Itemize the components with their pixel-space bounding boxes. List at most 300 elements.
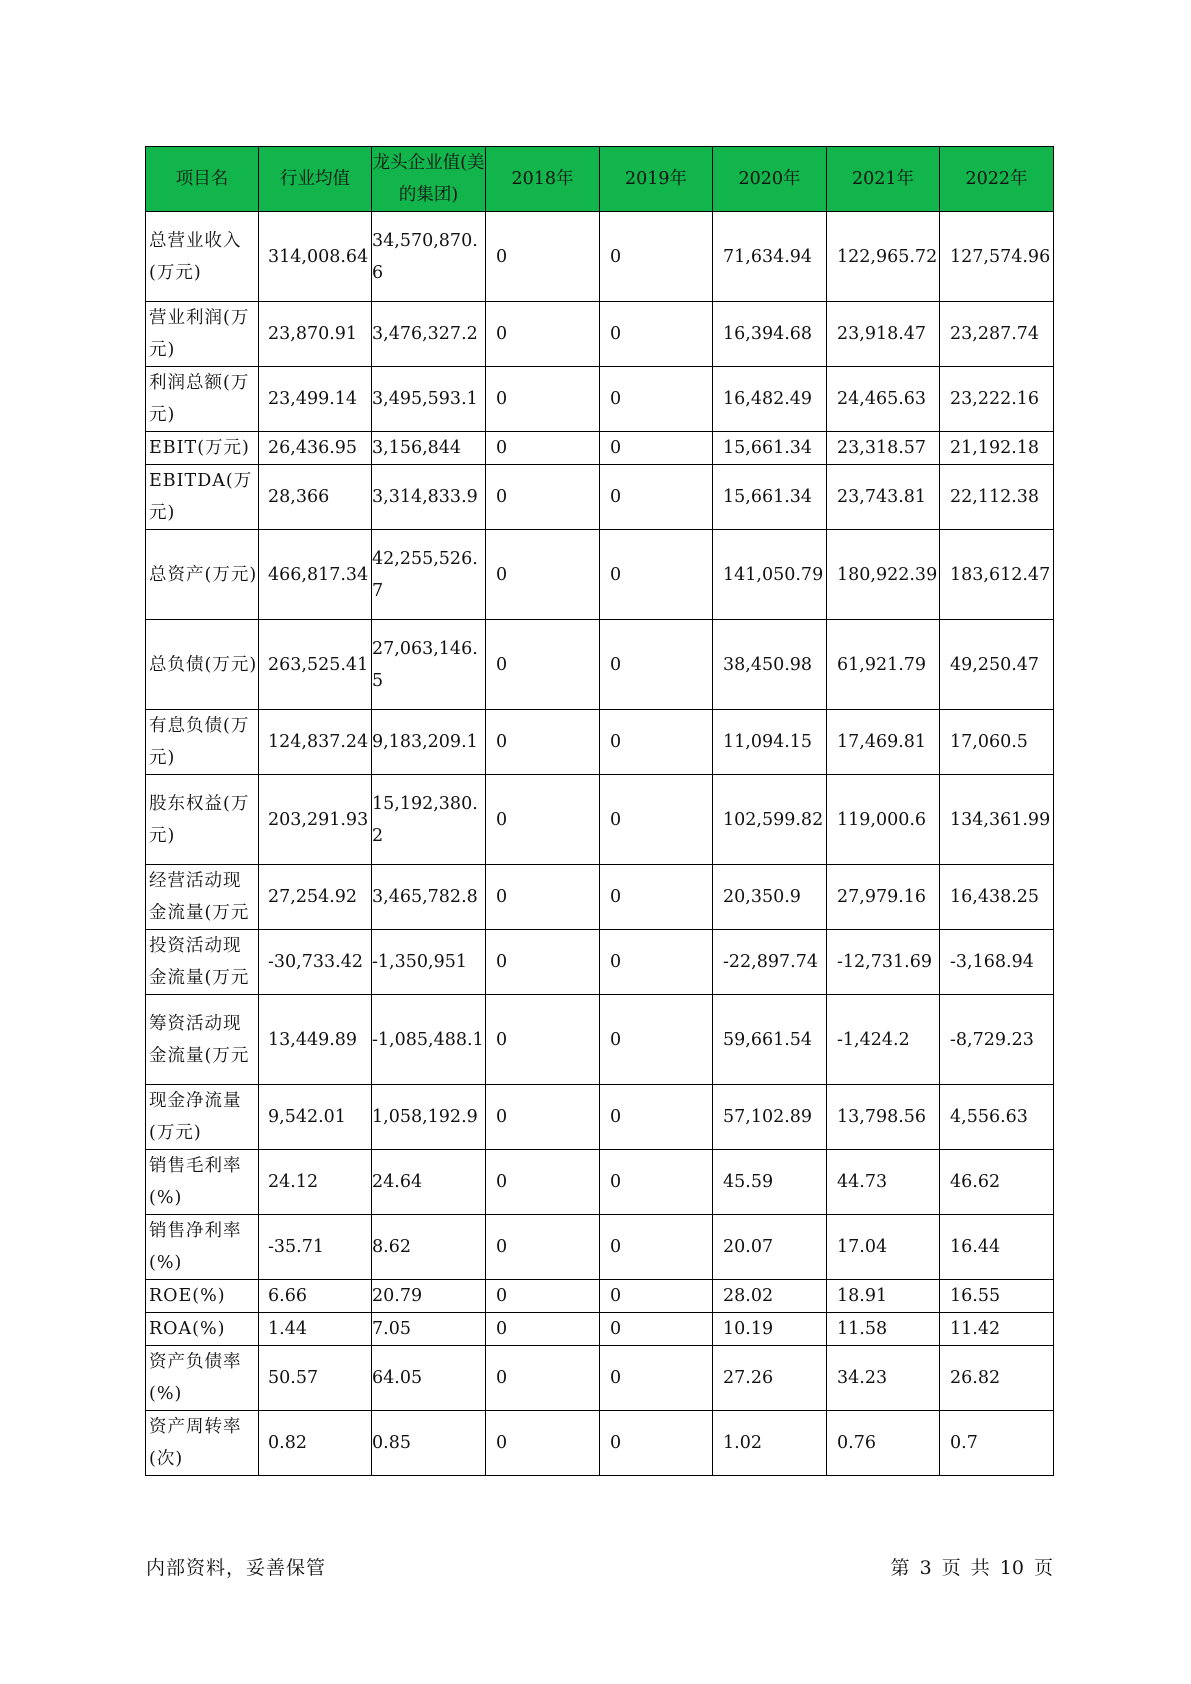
cell-year-2018	[486, 775, 600, 865]
cell-year-2022	[940, 465, 1054, 530]
cell-year-2019	[600, 1085, 713, 1150]
cell-year-2021	[827, 1215, 940, 1280]
cell-text: 466,817.34	[268, 564, 369, 585]
table-body	[146, 212, 1054, 1476]
cell-text: 17,060.5	[950, 732, 1028, 752]
cell-text: 10.19	[723, 1319, 774, 1339]
cell-text: 7.05	[372, 1319, 411, 1339]
table-row	[146, 1313, 1054, 1346]
header-year-2020: 2020年	[713, 147, 827, 212]
cell-text: 59,661.54	[723, 1029, 813, 1050]
cell-item-name	[146, 995, 259, 1085]
cell-text: 15,661.34	[723, 438, 813, 458]
cell-text: 3,156,844	[372, 438, 462, 458]
cell-text: 127,574.96	[950, 246, 1051, 267]
cell-text: 28.02	[723, 1286, 774, 1306]
cell-text: 0	[610, 438, 622, 458]
cell-text: 16.44	[950, 1237, 1001, 1257]
cell-industry-average	[259, 1313, 372, 1346]
cell-text: 13,449.89	[268, 1029, 358, 1050]
cell-year-2022	[940, 302, 1054, 367]
cell-text: -8,729.23	[950, 1029, 1034, 1050]
cell-item-name	[146, 465, 259, 530]
cell-industry-average	[259, 302, 372, 367]
cell-year-2018	[486, 530, 600, 620]
cell-text: 1.02	[723, 1433, 762, 1453]
cell-text: 28,366	[268, 487, 330, 507]
cell-text: 23,287.74	[950, 324, 1040, 344]
cell-year-2019	[600, 1346, 713, 1411]
table-row	[146, 1411, 1054, 1476]
cell-text: 16,394.68	[723, 324, 813, 344]
cell-text: 0	[610, 1433, 622, 1453]
cell-text: 34,570,870.6	[372, 230, 478, 283]
cell-text: 27,254.92	[268, 887, 358, 907]
cell-text: 203,291.93	[268, 809, 369, 830]
cell-text: 71,634.94	[723, 246, 813, 267]
cell-text: 61,921.79	[837, 654, 927, 675]
cell-industry-average	[259, 775, 372, 865]
cell-leading-company	[372, 1280, 486, 1313]
cell-text: 资产周转率(次)	[149, 1417, 242, 1469]
cell-industry-average	[259, 930, 372, 995]
cell-year-2018	[486, 995, 600, 1085]
cell-text: 0	[610, 1368, 622, 1388]
cell-text: 27.26	[723, 1368, 774, 1388]
cell-item-name	[146, 1346, 259, 1411]
cell-leading-company	[372, 1411, 486, 1476]
cell-text: 经营活动现金流量(万元	[149, 871, 250, 923]
cell-year-2020	[713, 710, 827, 775]
cell-text: 0	[496, 952, 508, 972]
cell-text: 0	[496, 246, 508, 267]
cell-leading-company	[372, 930, 486, 995]
cell-text: EBITDA(万元)	[149, 471, 253, 523]
cell-text: 263,525.41	[268, 654, 369, 675]
cell-text: 21,192.18	[950, 438, 1040, 458]
cell-text: 0	[496, 487, 508, 507]
cell-text: 38,450.98	[723, 654, 813, 675]
cell-year-2022	[940, 1150, 1054, 1215]
cell-text: 17,469.81	[837, 732, 927, 752]
cell-industry-average	[259, 710, 372, 775]
cell-text: 11.58	[837, 1319, 888, 1339]
cell-industry-average	[259, 1150, 372, 1215]
cell-year-2020	[713, 1313, 827, 1346]
cell-text: 20.07	[723, 1237, 774, 1257]
cell-item-name	[146, 710, 259, 775]
cell-text: 134,361.99	[950, 809, 1051, 830]
cell-year-2018	[486, 1150, 600, 1215]
cell-text: 3,314,833.9	[372, 487, 478, 507]
cell-text: 0	[496, 732, 508, 752]
cell-industry-average	[259, 1215, 372, 1280]
table-row	[146, 930, 1054, 995]
cell-text: 利润总额(万元)	[149, 373, 250, 425]
cell-year-2018	[486, 212, 600, 302]
cell-industry-average	[259, 1411, 372, 1476]
cell-text: 1.44	[268, 1319, 307, 1339]
cell-year-2021	[827, 367, 940, 432]
cell-text: 0	[610, 389, 622, 409]
cell-leading-company	[372, 1150, 486, 1215]
cell-year-2020	[713, 1150, 827, 1215]
cell-text: 3,476,327.2	[372, 324, 478, 344]
cell-text: -30,733.42	[268, 952, 363, 972]
table-row	[146, 1215, 1054, 1280]
cell-leading-company	[372, 367, 486, 432]
cell-year-2021	[827, 775, 940, 865]
cell-year-2018	[486, 302, 600, 367]
cell-year-2021	[827, 620, 940, 710]
cell-text: 27,979.16	[837, 887, 927, 907]
cell-year-2021	[827, 1085, 940, 1150]
cell-text: 23,918.47	[837, 324, 927, 344]
table-row	[146, 530, 1054, 620]
cell-text: 总营业收入(万元)	[149, 230, 242, 283]
cell-text: 8.62	[372, 1237, 411, 1257]
cell-text: 0	[610, 1029, 622, 1050]
cell-text: 0	[496, 654, 508, 675]
cell-text: 119,000.6	[837, 809, 927, 830]
cell-year-2019	[600, 620, 713, 710]
cell-year-2021	[827, 710, 940, 775]
cell-year-2020	[713, 302, 827, 367]
header-industry-average: 行业均值	[259, 147, 372, 212]
cell-text: 0	[610, 487, 622, 507]
cell-year-2019	[600, 1313, 713, 1346]
table-row	[146, 710, 1054, 775]
cell-year-2021	[827, 995, 940, 1085]
cell-text: 0	[496, 1029, 508, 1050]
cell-industry-average	[259, 865, 372, 930]
cell-text: 23,318.57	[837, 438, 927, 458]
cell-year-2022	[940, 1280, 1054, 1313]
cell-leading-company	[372, 775, 486, 865]
cell-text: 20,350.9	[723, 887, 801, 907]
cell-year-2022	[940, 212, 1054, 302]
cell-industry-average	[259, 1346, 372, 1411]
cell-year-2019	[600, 1150, 713, 1215]
cell-text: 0	[496, 1286, 508, 1306]
cell-text: 0	[496, 1172, 508, 1192]
cell-year-2019	[600, 775, 713, 865]
table-row	[146, 302, 1054, 367]
cell-industry-average	[259, 212, 372, 302]
cell-text: 0	[610, 1286, 622, 1306]
cell-text: ROA(%)	[149, 1319, 226, 1339]
cell-item-name	[146, 212, 259, 302]
footer-page-number: 第 3 页 共 10 页	[890, 1557, 1053, 1579]
cell-year-2022	[940, 1313, 1054, 1346]
cell-year-2020	[713, 432, 827, 465]
cell-text: 57,102.89	[723, 1107, 813, 1127]
cell-industry-average	[259, 367, 372, 432]
cell-text: 17.04	[837, 1237, 888, 1257]
cell-item-name	[146, 1411, 259, 1476]
cell-text: 11.42	[950, 1319, 1001, 1339]
cell-text: 23,499.14	[268, 389, 358, 409]
cell-text: -35.71	[268, 1237, 325, 1257]
cell-text: 现金净流量(万元)	[149, 1091, 242, 1143]
cell-text: 0	[610, 324, 622, 344]
cell-text: 44.73	[837, 1172, 888, 1192]
table-row	[146, 432, 1054, 465]
cell-text: 34.23	[837, 1368, 888, 1388]
cell-year-2020	[713, 775, 827, 865]
cell-text: 314,008.64	[268, 246, 369, 267]
cell-text: 23,743.81	[837, 487, 927, 507]
cell-industry-average	[259, 1280, 372, 1313]
table-row	[146, 212, 1054, 302]
cell-leading-company	[372, 1346, 486, 1411]
cell-text: 141,050.79	[723, 564, 824, 585]
cell-year-2020	[713, 530, 827, 620]
header-year-2018: 2018年	[486, 147, 600, 212]
cell-year-2018	[486, 620, 600, 710]
cell-item-name	[146, 1280, 259, 1313]
cell-text: 0	[610, 1319, 622, 1339]
header-item-name: 项目名	[146, 147, 259, 212]
cell-text: 3,495,593.1	[372, 389, 478, 409]
cell-text: 122,965.72	[837, 246, 938, 267]
cell-item-name	[146, 865, 259, 930]
table-row	[146, 1346, 1054, 1411]
cell-text: 0	[496, 887, 508, 907]
cell-year-2021	[827, 302, 940, 367]
cell-text: 46.62	[950, 1172, 1001, 1192]
cell-year-2021	[827, 1313, 940, 1346]
cell-text: 0	[610, 1107, 622, 1127]
cell-text: 24,465.63	[837, 389, 927, 409]
cell-text: 23,870.91	[268, 324, 358, 344]
cell-year-2022	[940, 1346, 1054, 1411]
cell-text: 183,612.47	[950, 564, 1051, 585]
cell-leading-company	[372, 432, 486, 465]
cell-year-2022	[940, 1215, 1054, 1280]
cell-industry-average	[259, 995, 372, 1085]
cell-text: 0.7	[950, 1433, 978, 1453]
cell-text: 24.64	[372, 1172, 423, 1192]
cell-text: 0	[610, 564, 622, 585]
cell-leading-company	[372, 465, 486, 530]
cell-text: -3,168.94	[950, 952, 1034, 972]
cell-year-2022	[940, 865, 1054, 930]
cell-year-2019	[600, 1215, 713, 1280]
cell-leading-company	[372, 865, 486, 930]
cell-year-2021	[827, 1411, 940, 1476]
cell-text: 有息负债(万元)	[149, 716, 250, 768]
cell-text: 45.59	[723, 1172, 774, 1192]
cell-year-2018	[486, 1280, 600, 1313]
cell-text: 23,222.16	[950, 389, 1040, 409]
cell-leading-company	[372, 710, 486, 775]
cell-text: 15,192,380.2	[372, 793, 478, 846]
cell-text: 总负债(万元)	[149, 654, 258, 675]
cell-text: 16.55	[950, 1286, 1001, 1306]
cell-text: 0	[610, 887, 622, 907]
cell-text: 0	[610, 1237, 622, 1257]
cell-text: 13,798.56	[837, 1107, 927, 1127]
cell-text: -1,350,951	[372, 952, 467, 972]
cell-leading-company	[372, 1085, 486, 1150]
cell-year-2022	[940, 995, 1054, 1085]
cell-leading-company	[372, 620, 486, 710]
cell-text: 0	[610, 654, 622, 675]
cell-text: 0	[496, 1319, 508, 1339]
footer-confidential-note: 内部资料，妥善保管	[146, 1557, 327, 1579]
cell-year-2020	[713, 1085, 827, 1150]
cell-text: 4,556.63	[950, 1107, 1028, 1127]
cell-text: 资产负债率(%)	[149, 1352, 242, 1404]
cell-item-name	[146, 367, 259, 432]
cell-year-2019	[600, 302, 713, 367]
cell-text: 筹资活动现金流量(万元	[149, 1013, 250, 1066]
cell-year-2021	[827, 1346, 940, 1411]
cell-text: 0	[610, 1172, 622, 1192]
cell-item-name	[146, 1085, 259, 1150]
cell-year-2021	[827, 530, 940, 620]
cell-text: EBIT(万元)	[149, 438, 250, 458]
cell-text: 27,063,146.5	[372, 638, 478, 691]
cell-industry-average	[259, 620, 372, 710]
cell-text: -12,731.69	[837, 952, 932, 972]
cell-year-2019	[600, 432, 713, 465]
cell-text: 0	[610, 952, 622, 972]
cell-text: 0	[496, 1237, 508, 1257]
cell-text: 0.82	[268, 1433, 307, 1453]
table-row	[146, 465, 1054, 530]
cell-text: ROE(%)	[149, 1286, 226, 1306]
table-row	[146, 865, 1054, 930]
header-leading-company: 龙头企业值(美的集团)	[372, 147, 486, 212]
cell-text: 24.12	[268, 1172, 319, 1192]
table-row	[146, 1150, 1054, 1215]
cell-text: 0	[610, 246, 622, 267]
cell-industry-average	[259, 465, 372, 530]
cell-year-2020	[713, 1280, 827, 1313]
cell-year-2020	[713, 620, 827, 710]
cell-text: 50.57	[268, 1368, 319, 1388]
cell-year-2020	[713, 212, 827, 302]
cell-text: -1,085,488.1	[372, 1029, 484, 1050]
cell-text: 42,255,526.7	[372, 548, 478, 601]
cell-text: 0	[496, 809, 508, 830]
cell-year-2021	[827, 432, 940, 465]
cell-text: 16,438.25	[950, 887, 1040, 907]
header-year-2019: 2019年	[600, 147, 713, 212]
cell-year-2018	[486, 1085, 600, 1150]
cell-text: 0	[496, 389, 508, 409]
cell-year-2019	[600, 930, 713, 995]
cell-year-2019	[600, 530, 713, 620]
table-row	[146, 1280, 1054, 1313]
cell-text: 22,112.38	[950, 487, 1040, 507]
cell-text: 0.76	[837, 1433, 876, 1453]
cell-year-2019	[600, 465, 713, 530]
cell-industry-average	[259, 1085, 372, 1150]
cell-year-2021	[827, 930, 940, 995]
cell-item-name	[146, 1215, 259, 1280]
cell-year-2022	[940, 367, 1054, 432]
cell-year-2022	[940, 620, 1054, 710]
cell-text: 9,183,209.1	[372, 732, 478, 752]
cell-text: 20.79	[372, 1286, 423, 1306]
cell-text: 180,922.39	[837, 564, 938, 585]
cell-year-2021	[827, 1280, 940, 1313]
cell-year-2022	[940, 1085, 1054, 1150]
cell-text: 销售净利率(%)	[149, 1221, 242, 1273]
cell-text: 营业利润(万元)	[149, 308, 250, 360]
cell-year-2018	[486, 1346, 600, 1411]
table-header-row	[146, 147, 1054, 212]
cell-year-2022	[940, 710, 1054, 775]
cell-text: 0	[496, 1107, 508, 1127]
header-year-2022: 2022年	[940, 147, 1054, 212]
cell-text: 102,599.82	[723, 809, 824, 830]
cell-year-2022	[940, 775, 1054, 865]
cell-text: 0	[496, 1433, 508, 1453]
cell-leading-company	[372, 1313, 486, 1346]
cell-text: 64.05	[372, 1368, 423, 1388]
cell-year-2022	[940, 930, 1054, 995]
cell-year-2020	[713, 1411, 827, 1476]
cell-item-name	[146, 930, 259, 995]
cell-year-2022	[940, 432, 1054, 465]
cell-year-2020	[713, 995, 827, 1085]
cell-text: 26,436.95	[268, 438, 358, 458]
cell-year-2022	[940, 1411, 1054, 1476]
cell-text: -1,424.2	[837, 1029, 910, 1050]
cell-item-name	[146, 620, 259, 710]
cell-year-2020	[713, 865, 827, 930]
cell-text: 6.66	[268, 1286, 307, 1306]
cell-year-2018	[486, 1313, 600, 1346]
cell-year-2022	[940, 530, 1054, 620]
cell-text: 总资产(万元)	[149, 564, 258, 585]
cell-year-2019	[600, 212, 713, 302]
cell-year-2018	[486, 367, 600, 432]
cell-year-2019	[600, 1411, 713, 1476]
cell-year-2019	[600, 710, 713, 775]
cell-text: 15,661.34	[723, 487, 813, 507]
cell-year-2020	[713, 1215, 827, 1280]
cell-item-name	[146, 432, 259, 465]
table-row	[146, 1085, 1054, 1150]
cell-text: 0	[610, 809, 622, 830]
cell-text: -22,897.74	[723, 952, 818, 972]
cell-year-2021	[827, 865, 940, 930]
table-row	[146, 775, 1054, 865]
cell-year-2020	[713, 930, 827, 995]
cell-text: 3,465,782.8	[372, 887, 478, 907]
cell-year-2020	[713, 1346, 827, 1411]
cell-year-2018	[486, 432, 600, 465]
cell-leading-company	[372, 212, 486, 302]
cell-text: 26.82	[950, 1368, 1001, 1388]
cell-year-2020	[713, 367, 827, 432]
cell-item-name	[146, 530, 259, 620]
cell-industry-average	[259, 530, 372, 620]
financial-data-table	[145, 146, 1054, 1476]
table-row	[146, 620, 1054, 710]
cell-text: 销售毛利率(%)	[149, 1156, 242, 1208]
cell-text: 49,250.47	[950, 654, 1040, 675]
cell-leading-company	[372, 302, 486, 367]
cell-text: 0	[496, 1368, 508, 1388]
cell-year-2021	[827, 212, 940, 302]
cell-year-2019	[600, 865, 713, 930]
